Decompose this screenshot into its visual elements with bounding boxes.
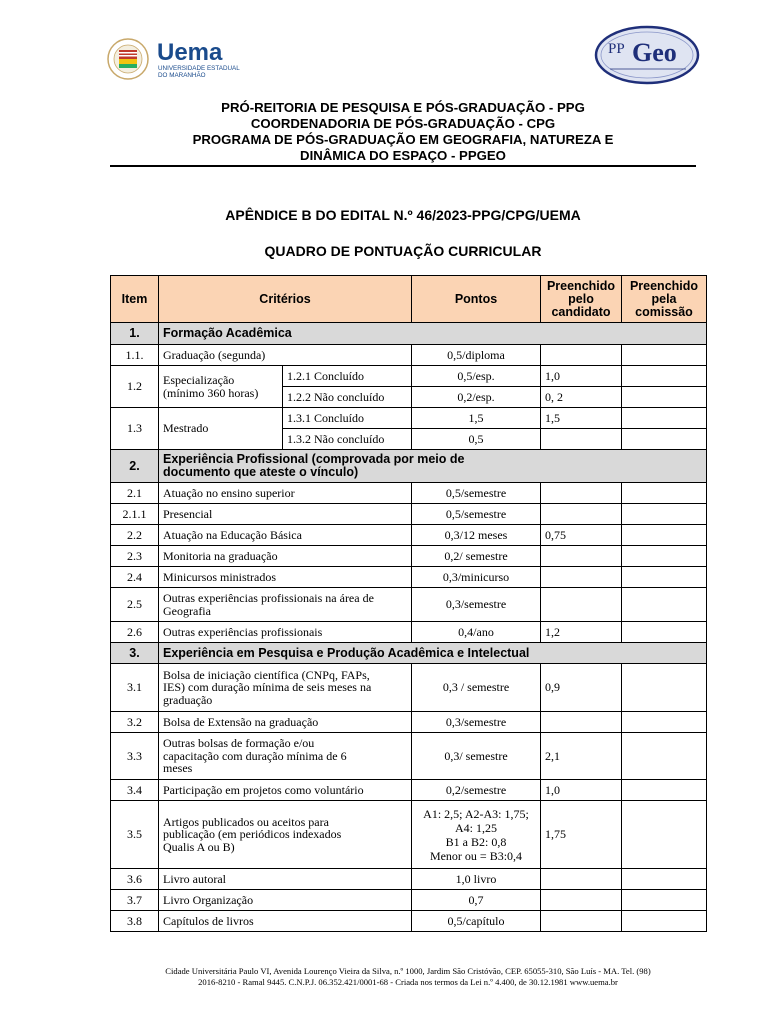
commission-score[interactable] [622, 890, 707, 911]
row-criteria-line: Geografia [163, 603, 211, 618]
row-points: 1,5 [412, 408, 541, 429]
col-item: Item [111, 276, 159, 323]
commission-score[interactable] [622, 869, 707, 890]
candidate-score[interactable] [541, 429, 622, 450]
table-row [111, 890, 707, 911]
row-points: 0,3/ semestre [412, 733, 541, 780]
commission-score[interactable] [622, 504, 707, 525]
table-title: QUADRO DE PONTUAÇÃO CURRICULAR [264, 243, 542, 259]
candidate-score[interactable] [541, 588, 622, 622]
row-item: 2.1 [111, 483, 159, 504]
table-row [111, 345, 707, 366]
row-item: 3.4 [111, 780, 159, 801]
col-commission [622, 276, 707, 323]
commission-score[interactable] [622, 622, 707, 643]
row-subcriteria: 1.2.1 Concluído [283, 366, 412, 387]
ppgeo-prefix: PP [608, 41, 625, 57]
header-line: PRÓ-REITORIA DE PESQUISA E PÓS-GRADUAÇÃO - PPG [221, 100, 585, 115]
col-commission-line: pela [651, 291, 677, 306]
row-points: 1,0 livro [412, 869, 541, 890]
row-points-line: A4: 1,25 [455, 820, 497, 835]
row-subcriteria: 1.2.2 Não concluído [283, 387, 412, 408]
commission-score[interactable] [622, 366, 707, 387]
row-subcriteria: 1.3.2 Não concluído [283, 429, 412, 450]
row-item: 2.6 [111, 622, 159, 643]
row-points: 0,3 / semestre [412, 664, 541, 712]
header-line: DINÂMICA DO ESPAÇO - PPGEO [300, 148, 506, 163]
col-commission-line: comissão [635, 304, 693, 319]
row-item: 3.1 [111, 664, 159, 712]
table-row [111, 588, 707, 622]
row-item: 3.6 [111, 869, 159, 890]
commission-score[interactable] [622, 712, 707, 733]
row-points: 0,5 [412, 429, 541, 450]
commission-score[interactable] [622, 387, 707, 408]
candidate-score[interactable]: 1,0 [541, 780, 622, 801]
candidate-score[interactable] [541, 483, 622, 504]
candidate-score[interactable]: 1,2 [541, 622, 622, 643]
section-item: 2. [111, 450, 159, 483]
seal-stripe [119, 55, 137, 57]
row-points-line: B1 a B2: 0,8 [445, 834, 507, 849]
candidate-score[interactable]: 0, 2 [541, 387, 622, 408]
col-criteria: Critérios [159, 276, 412, 323]
table-row [111, 869, 707, 890]
section-item: 3. [111, 643, 159, 664]
table-row [111, 733, 707, 780]
header-line: PROGRAMA DE PÓS-GRADUAÇÃO EM GEOGRAFIA, NATUREZA E [192, 132, 614, 147]
table-row [111, 483, 707, 504]
row-criteria: Participação em projetos como voluntário [159, 780, 412, 801]
col-candidate [541, 276, 622, 323]
row-criteria-line: Bolsa de iniciação científica (CNPq, FAPs, [163, 667, 370, 682]
table-header-row [111, 276, 707, 323]
page-footer [110, 966, 706, 988]
row-criteria-line: capacitação com duração mínima de 6 [163, 748, 347, 763]
candidate-score[interactable] [541, 911, 622, 932]
appendix-title: APÊNDICE B DO EDITAL N.º 46/2023-PPG/CPG/UEMA [225, 207, 581, 223]
score-table [110, 275, 707, 932]
row-criteria: Capítulos de livros [159, 911, 412, 932]
candidate-score[interactable] [541, 890, 622, 911]
row-item: 2.3 [111, 546, 159, 567]
commission-score[interactable] [622, 664, 707, 712]
table-row [111, 504, 707, 525]
uema-subtitle-1: UNIVERSIDADE ESTADUAL [158, 65, 240, 72]
row-criteria-line: IES) com duração mínima de seis meses na [163, 680, 372, 695]
table-row [111, 712, 707, 733]
row-points: 0,7 [412, 890, 541, 911]
row-criteria-line: Artigos publicados ou aceitos para [163, 814, 329, 829]
table-row [111, 567, 707, 588]
row-item: 2.5 [111, 588, 159, 622]
row-criteria [159, 801, 412, 869]
col-candidate-line: candidato [551, 304, 611, 319]
candidate-score[interactable] [541, 546, 622, 567]
commission-score[interactable] [622, 780, 707, 801]
row-item: 3.5 [111, 801, 159, 869]
row-criteria: Graduação (segunda) [159, 345, 412, 366]
header-line: COORDENADORIA DE PÓS-GRADUAÇÃO - CPG [250, 116, 556, 131]
candidate-score[interactable] [541, 712, 622, 733]
candidate-score[interactable]: 1,0 [541, 366, 622, 387]
row-criteria: Mestrado [159, 408, 283, 450]
row-points-line: A1: 2,5; A2-A3: 1,75; [423, 806, 529, 821]
section-row [111, 643, 707, 664]
row-criteria: Livro autoral [159, 869, 412, 890]
row-points: 0,5/capítulo [412, 911, 541, 932]
commission-score[interactable] [622, 483, 707, 504]
row-points: 0,2/ semestre [412, 546, 541, 567]
section-title-line: Experiência Profissional (comprovada por meio de [163, 452, 465, 466]
section-row [111, 323, 707, 345]
candidate-score[interactable] [541, 504, 622, 525]
uema-wordmark: Uema [157, 39, 223, 66]
row-points: 0,5/diploma [412, 345, 541, 366]
row-points-line: Menor ou = B3:0,4 [429, 848, 523, 863]
table-row [111, 911, 707, 932]
commission-score[interactable] [622, 345, 707, 366]
col-commission-line: Preenchido [629, 278, 699, 293]
candidate-score[interactable] [541, 345, 622, 366]
footer-line: Cidade Universitária Paulo VI, Avenida Lourenço Vieira da Silva, n.º 1000, Jardim São Cristóvão, CEP. 65055-310, São Luís - MA. Tel. (98) [165, 966, 651, 976]
row-points: 0,4/ano [412, 622, 541, 643]
table-row [111, 664, 707, 712]
row-item: 3.2 [111, 712, 159, 733]
row-item: 1.1. [111, 345, 159, 366]
commission-score[interactable] [622, 911, 707, 932]
row-criteria: Bolsa de Extensão na graduação [159, 712, 412, 733]
row-item: 1.2 [111, 366, 159, 408]
row-criteria [159, 733, 412, 780]
commission-score[interactable] [622, 588, 707, 622]
header-rule [110, 165, 696, 167]
section-title: Experiência em Pesquisa e Produção Acadêmica e Intelectual [159, 643, 707, 664]
ppgeo-logo [594, 25, 700, 85]
candidate-score[interactable]: 0,75 [541, 525, 622, 546]
row-criteria: Outras experiências profissionais [159, 622, 412, 643]
institution-header [110, 100, 696, 164]
row-criteria-line: Outras bolsas de formação e/ou [163, 736, 315, 751]
row-points: 0,5/semestre [412, 483, 541, 504]
row-criteria: Minicursos ministrados [159, 567, 412, 588]
row-item: 2.4 [111, 567, 159, 588]
row-points: 0,5/semestre [412, 504, 541, 525]
row-criteria: Monitoria na graduação [159, 546, 412, 567]
row-criteria [159, 664, 412, 712]
row-points: 0,2/semestre [412, 780, 541, 801]
section-title-line: documento que ateste o vínculo) [163, 465, 359, 479]
candidate-score[interactable]: 2,1 [541, 733, 622, 780]
commission-score[interactable] [622, 525, 707, 546]
uema-subtitle-2: DO MARANHÃO [158, 72, 206, 79]
row-criteria: Atuação na Educação Básica [159, 525, 412, 546]
candidate-score[interactable] [541, 869, 622, 890]
seal-shield-top [119, 50, 137, 59]
row-criteria-line: Qualis A ou B) [163, 839, 235, 854]
row-criteria-line: (mínimo 360 horas) [163, 385, 259, 400]
row-points: 0,3/12 meses [412, 525, 541, 546]
commission-score[interactable] [622, 733, 707, 780]
table-row [111, 780, 707, 801]
table-row [111, 366, 707, 387]
candidate-score[interactable] [541, 567, 622, 588]
row-criteria: Presencial [159, 504, 412, 525]
row-criteria-line: graduação [163, 692, 213, 707]
table-row [111, 622, 707, 643]
row-item: 3.8 [111, 911, 159, 932]
candidate-score[interactable]: 0,9 [541, 664, 622, 712]
col-candidate-line: Preenchido [546, 278, 616, 293]
row-points: 0,5/esp. [412, 366, 541, 387]
commission-score[interactable] [622, 546, 707, 567]
row-item: 2.1.1 [111, 504, 159, 525]
row-points: 0,3/semestre [412, 588, 541, 622]
row-points: 0,3/minicurso [412, 567, 541, 588]
ppgeo-wordmark: Geo [632, 38, 677, 67]
row-points [412, 801, 541, 869]
row-points: 0,3/semestre [412, 712, 541, 733]
commission-score[interactable] [622, 429, 707, 450]
section-title [159, 450, 707, 483]
seal-shield-base [119, 64, 137, 68]
row-criteria [159, 366, 283, 408]
commission-score[interactable] [622, 408, 707, 429]
col-candidate-line: pelo [568, 291, 594, 306]
row-criteria-line: meses [163, 761, 193, 776]
row-criteria-line: Outras experiências profissionais na área de [163, 591, 374, 605]
table-row [111, 408, 707, 429]
row-item: 2.2 [111, 525, 159, 546]
row-item: 3.3 [111, 733, 159, 780]
row-item: 1.3 [111, 408, 159, 450]
row-item: 3.7 [111, 890, 159, 911]
uema-logo [107, 32, 267, 86]
commission-score[interactable] [622, 567, 707, 588]
table-row [111, 801, 707, 869]
row-points: 0,2/esp. [412, 387, 541, 408]
commission-score[interactable] [622, 801, 707, 869]
row-criteria-line: Especialização [163, 373, 235, 387]
seal-stripe [119, 52, 137, 54]
footer-line: 2016-8210 - Ramal 9445. C.N.P.J. 06.352.421/0001-68 - Criada nos termos da Lei n.º 4.400, de 30.12.1981 www.uema.br [198, 977, 618, 987]
table-row [111, 546, 707, 567]
table-row [111, 525, 707, 546]
row-criteria-line: publicação (em periódicos indexados [163, 827, 342, 842]
section-title: Formação Acadêmica [159, 323, 707, 345]
col-points: Pontos [412, 276, 541, 323]
section-item: 1. [111, 323, 159, 345]
section-row [111, 450, 707, 483]
row-subcriteria: 1.3.1 Concluído [283, 408, 412, 429]
row-criteria: Atuação no ensino superior [159, 483, 412, 504]
row-criteria: Livro Organização [159, 890, 412, 911]
candidate-score[interactable]: 1,5 [541, 408, 622, 429]
row-criteria [159, 588, 412, 622]
candidate-score[interactable]: 1,75 [541, 801, 622, 869]
